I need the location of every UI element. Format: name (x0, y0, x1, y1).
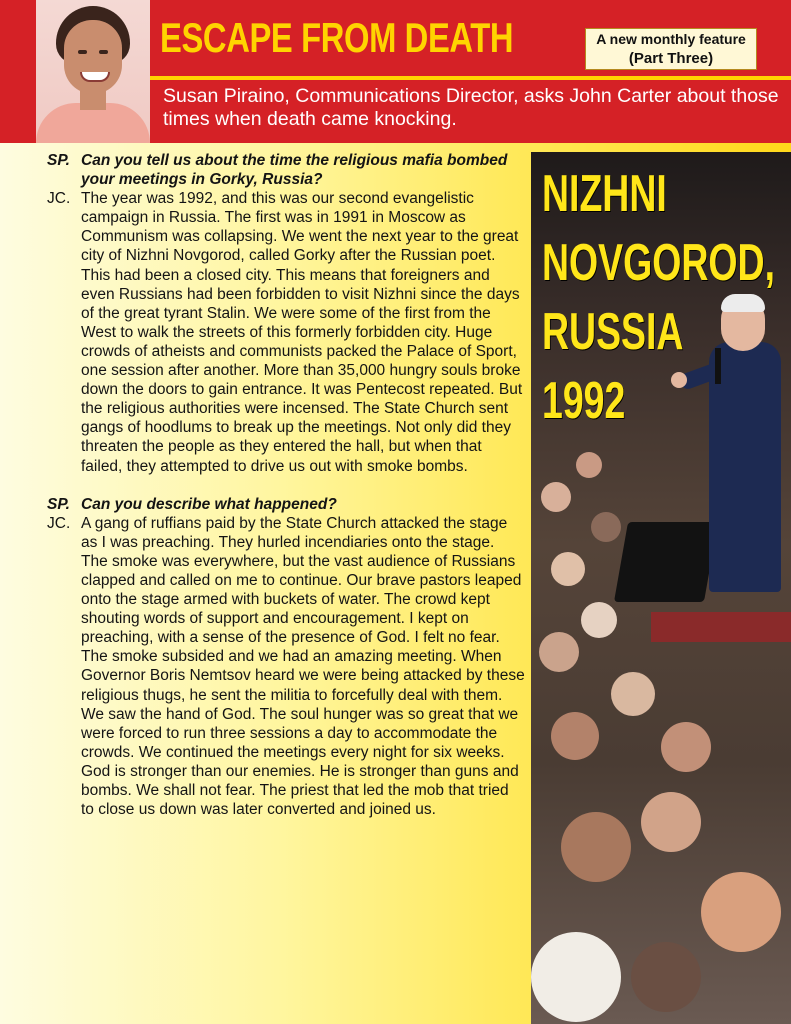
speaker-label: JC. (47, 514, 71, 532)
page-title: ESCAPE FROM DEATH (160, 14, 514, 61)
caption-line-3: RUSSIA (542, 303, 684, 361)
question-2 (47, 495, 525, 514)
photo-caption (542, 160, 775, 436)
feature-badge (585, 28, 757, 70)
feature-line-1: A new monthly feature (596, 31, 746, 47)
caption-line-4: 1992 (542, 372, 626, 430)
interview-article (47, 151, 525, 819)
answer-2 (47, 514, 525, 820)
answer-text: A gang of ruffians paid by the State Church attacked the stage as I was preaching. They hurled incendiaries onto the stage. The smoke was everywhere, but the vast audience of Russians clapped and called on me to continue. Our brave pastors leaped onto the stage armed with buckets of water. The crowd kept shouting words of support and encouragement. I kept on preaching, with a sense of the presence of God. I felt no fear. The smoke subsided and we had an amazing meeting. When Governor Boris Nemtsov heard we were being attacked by these religious thugs, he sent the militia to forcefully deal with them. We saw the hand of God. The soul hunger was so great that we were forced to run three sessions a day to accommodate the crowds. We continued the meetings every night for six weeks. God is stronger than our enemies. He is stronger than guns and bombs. We shall not fear. The priest that led the mob that tried to close us down was later converted and joined us. (81, 514, 525, 819)
answer-text: The year was 1992, and this was our second evangelistic campaign in Russia. The first was in 1991 in Moscow as Communism was collapsing. We went the next year to the great city of Nizhni Novgorod, called Gorky after the Russian poet. This had been a closed city. This means that foreigners and even Russians had been forbidden to visit Nizhni since the days of the great tyrant Stalin. We were some of the first from the West to walk the streets of this formerly forbidden city. Huge crowds of atheists and communists packed the Palace of Sport, one session after another. More than 35,000 hungry souls broke down the doors to gain entrance. It was Pentecost repeated. But the religious authorities were incensed. The State Church sent gangs of hoodlums to break up the meetings. Not only did they threaten the people as they entered the hall, but when that failed, they attempted to drive us out with smoke bombs. (81, 190, 523, 475)
speaker-label: JC. (47, 190, 71, 208)
stage-monitor (614, 522, 718, 602)
question-text: Can you tell us about the time the religious mafia bombed your meetings in Gorky, Russia? (81, 152, 508, 189)
author-portrait (36, 0, 150, 143)
caption-line-1: NIZHNI (542, 165, 667, 223)
question-text: Can you describe what happened? (81, 495, 337, 513)
caption-line-2: NOVGOROD, (542, 234, 775, 292)
header-divider (150, 76, 791, 80)
feature-line-2: (Part Three) (628, 50, 714, 67)
answer-1 (47, 189, 525, 475)
page-subtitle: Susan Piraino, Communications Director, asks John Carter about those times when death came knocking. (163, 85, 779, 130)
speaker-label: SP. (47, 495, 70, 513)
speaker-label: SP. (47, 152, 70, 169)
question-1 (47, 151, 525, 189)
